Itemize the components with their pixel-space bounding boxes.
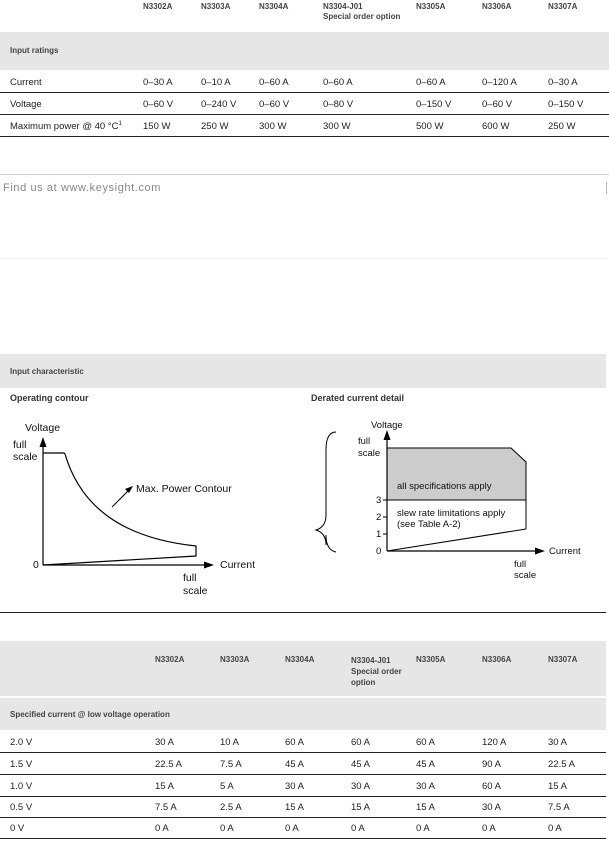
- power-contour-curve: [43, 453, 196, 565]
- table-cell: 0 A: [482, 823, 496, 834]
- table-cell: 0–150 V: [416, 99, 452, 110]
- table-cell: 60 A: [482, 781, 502, 792]
- row-label: 1.0 V: [10, 781, 33, 792]
- page-divider-faint: [0, 258, 609, 259]
- row-divider: [0, 114, 609, 115]
- col-header: N3303A: [201, 2, 231, 11]
- table-cell: 90 A: [482, 759, 502, 770]
- col-header: N3304A: [285, 655, 315, 664]
- table-cell: 30 A: [155, 737, 175, 748]
- section-band: [0, 698, 606, 730]
- x-axis-arrow: [535, 548, 545, 555]
- table-cell: 0–60 A: [259, 77, 289, 88]
- table-cell: 45 A: [416, 759, 436, 770]
- row-label: 0 V: [10, 823, 25, 834]
- table-cell: 0–10 A: [201, 77, 231, 88]
- operating-contour-diagram: [0, 410, 300, 605]
- table-cell: 0 A: [285, 823, 299, 834]
- row-label: 0.5 V: [10, 802, 33, 813]
- table-cell: 150 W: [143, 121, 171, 132]
- y-axis-arrow: [40, 437, 47, 447]
- table-cell: 30 A: [548, 737, 568, 748]
- x-axis-label: Current: [220, 559, 256, 571]
- table-cell: 45 A: [351, 759, 371, 770]
- table-cell: 30 A: [351, 781, 371, 792]
- row-divider: [0, 838, 606, 839]
- region-bottom-note: (see Table A-2): [397, 519, 461, 530]
- table-cell: 0–60 A: [416, 77, 446, 88]
- x-full-label: full: [183, 572, 197, 584]
- table-cell: 0–30 A: [143, 77, 173, 88]
- table-cell: 250 W: [201, 121, 229, 132]
- x-scale-label: scale: [183, 585, 208, 597]
- col-header: N3306A: [482, 2, 512, 11]
- table-cell: 30 A: [416, 781, 436, 792]
- page-edge-mark: [606, 182, 607, 194]
- row-divider: [0, 136, 609, 137]
- table-cell: 0–150 V: [548, 99, 584, 110]
- origin-label: 0: [33, 559, 39, 571]
- x-full-label: full: [514, 559, 527, 570]
- table-cell: 0–80 V: [323, 99, 354, 110]
- section-title: Input ratings: [10, 46, 59, 55]
- table-cell: 15 A: [548, 781, 568, 792]
- page-divider: [0, 174, 609, 175]
- table-cell: 0 A: [548, 823, 562, 834]
- row-label-text: Maximum power @ 40 °C: [10, 121, 119, 133]
- table-cell: 60 A: [416, 737, 436, 748]
- table-cell: 250 W: [548, 121, 576, 132]
- table-cell: 0–60 V: [259, 99, 290, 110]
- tick-label: 0: [376, 546, 382, 557]
- tick-label: 1: [376, 529, 382, 540]
- x-axis-label: Current: [549, 546, 581, 557]
- table-cell: 60 A: [285, 737, 305, 748]
- contour-label: Max. Power Contour: [136, 483, 232, 495]
- y-scale-label: scale: [358, 448, 381, 459]
- table-cell: 7.5 A: [548, 802, 570, 813]
- lower-edge: [387, 529, 526, 551]
- y-axis-label: Voltage: [371, 420, 403, 431]
- table-cell: 15 A: [416, 802, 436, 813]
- table-cell: 0–120 A: [482, 77, 517, 88]
- header-band: [0, 641, 606, 696]
- row-divider: [0, 817, 606, 818]
- y-axis-arrow: [384, 430, 391, 440]
- y-scale-label: scale: [13, 451, 38, 463]
- section-band: [0, 32, 609, 70]
- x-scale-label: scale: [514, 570, 537, 581]
- table-cell: 120 A: [482, 737, 507, 748]
- table-cell: 300 W: [259, 121, 287, 132]
- table-cell: 30 A: [285, 781, 305, 792]
- table-cell: 300 W: [323, 121, 351, 132]
- y-full-label: full: [13, 439, 27, 451]
- footer-link[interactable]: Find us at www.keysight.com: [3, 182, 162, 194]
- row-label: Voltage: [10, 99, 42, 110]
- table-cell: 600 W: [482, 121, 510, 132]
- row-label: 1.5 V: [10, 759, 33, 770]
- region-bottom-label: slew rate limitations apply: [397, 508, 506, 519]
- table-cell: 0–60 V: [482, 99, 513, 110]
- table-cell: 0 A: [416, 823, 430, 834]
- table-cell: 22.5 A: [155, 759, 182, 770]
- col-header: N3302A: [155, 655, 185, 664]
- col-header: N3307A: [548, 2, 578, 11]
- table-cell: 22.5 A: [548, 759, 575, 770]
- row-label: 2.0 V: [10, 737, 33, 748]
- y-axis-label: Voltage: [25, 422, 61, 434]
- table-cell: 0 A: [220, 823, 234, 834]
- table-cell: 5 A: [220, 781, 234, 792]
- derated-current-diagram: [300, 410, 609, 585]
- col-header: N3307A: [548, 655, 578, 664]
- table-cell: 0–60 A: [323, 77, 353, 88]
- row-label: [10, 121, 122, 132]
- row-label: Current: [10, 77, 42, 88]
- table-cell: 15 A: [155, 781, 175, 792]
- row-divider: [0, 774, 606, 775]
- section-band: [0, 354, 606, 388]
- col-header: N3302A: [143, 2, 173, 11]
- tick-label: 3: [376, 495, 382, 506]
- table-cell: 500 W: [416, 121, 444, 132]
- tick-label: 2: [376, 512, 382, 523]
- col-header: N3304-J01 Special order option: [323, 2, 401, 21]
- row-divider: [0, 796, 606, 797]
- table-cell: 7.5 A: [220, 759, 242, 770]
- table-cell: 0 A: [351, 823, 365, 834]
- row-divider: [0, 92, 609, 93]
- x-axis-arrow: [204, 562, 214, 569]
- table-cell: 60 A: [351, 737, 371, 748]
- col-header: N3304A: [259, 2, 289, 11]
- table-cell: 30 A: [482, 802, 502, 813]
- region-top-label: all specifications apply: [397, 481, 492, 492]
- table-cell: 0–60 V: [143, 99, 174, 110]
- brace-icon: [316, 432, 336, 552]
- table-cell: 0–30 A: [548, 77, 578, 88]
- y-full-label: full: [358, 436, 371, 447]
- table-cell: 7.5 A: [155, 802, 177, 813]
- table-cell: 15 A: [285, 802, 305, 813]
- figure-caption: Derated current detail: [311, 393, 405, 403]
- footnote-marker: 1: [118, 121, 122, 127]
- section-title: Input characteristic: [10, 367, 84, 376]
- table-cell: 0–240 V: [201, 99, 237, 110]
- table-cell: 45 A: [285, 759, 305, 770]
- section-rule: [0, 612, 606, 613]
- section-title: Specified current @ low voltage operation: [10, 710, 170, 719]
- row-divider: [0, 752, 606, 753]
- region-all-specs: [387, 448, 526, 500]
- contour-pointer-head: [125, 486, 133, 493]
- table-cell: 10 A: [220, 737, 240, 748]
- table-cell: 15 A: [351, 802, 371, 813]
- col-header: N3305A: [416, 655, 446, 664]
- figure-caption: Operating contour: [10, 393, 89, 403]
- col-header: N3304-J01 Special order option: [351, 656, 402, 687]
- table-cell: 0 A: [155, 823, 169, 834]
- col-header: N3305A: [416, 2, 446, 11]
- col-header: N3303A: [220, 655, 250, 664]
- table-cell: 2.5 A: [220, 802, 242, 813]
- col-header: N3306A: [482, 655, 512, 664]
